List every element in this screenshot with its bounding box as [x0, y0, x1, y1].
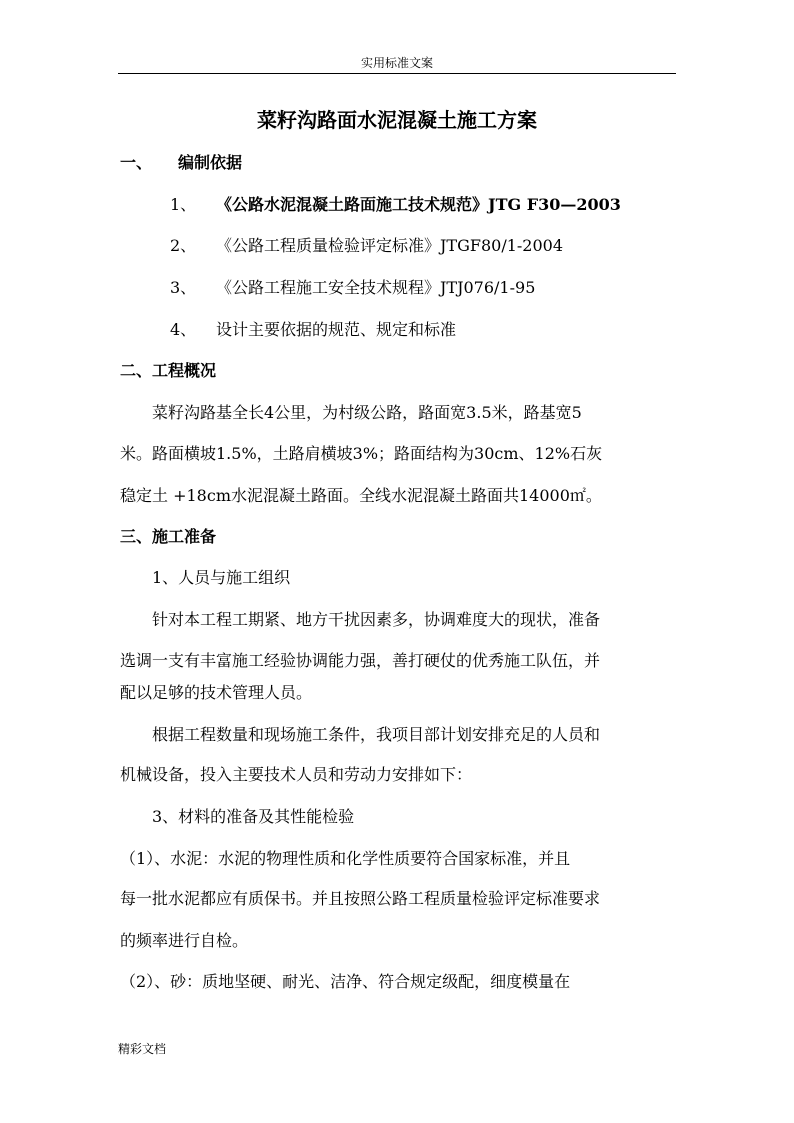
section-1-heading: 编制依据: [178, 153, 243, 172]
cement-para-line-3: 的频率进行自检。: [120, 931, 249, 950]
page-footer: 精彩文档: [118, 1042, 167, 1056]
basis-item-2-number: 2、: [170, 236, 197, 255]
basis-item-1-number: 1、: [170, 195, 197, 214]
basis-item-4-number: 4、: [170, 320, 197, 339]
resources-para-line-2: 机械设备，投入主要技术人员和劳动力安排如下：: [120, 765, 473, 784]
basis-item-1-text: 《公路水泥混凝土路面施工技术规范》JTG F30—2003: [216, 195, 621, 214]
document-title: 菜籽沟路面水泥混凝土施工方案: [257, 108, 537, 132]
personnel-para-line-3: 配以足够的技术管理人员。: [120, 683, 313, 702]
section-1-number: 一、: [120, 153, 153, 172]
header-divider: [118, 73, 676, 74]
basis-item-4-text: 设计主要依据的规范、规定和标准: [216, 320, 457, 339]
basis-item-2-text: 《公路工程质量检验评定标准》JTGF80/1-2004: [216, 236, 564, 255]
overview-line-1: 菜籽沟路基全长4公里，为村级公路，路面宽3.5米，路基宽5: [152, 403, 582, 422]
personnel-para-line-2: 选调一支有丰富施工经验协调能力强，善打硬仗的优秀施工队伍，并: [120, 651, 601, 670]
subsection-materials: 3、材料的准备及其性能检验: [152, 807, 355, 826]
section-2-heading: 二、工程概况: [120, 361, 217, 380]
overview-line-3: 稳定土 +18cm水泥混凝土路面。全线水泥混凝土路面共14000㎡。: [120, 486, 602, 505]
page-header: 实用标准文案: [360, 56, 433, 70]
section-3-heading: 三、施工准备: [120, 527, 217, 546]
basis-item-3-number: 3、: [170, 278, 197, 297]
cement-para-line-2: 每一批水泥都应有质保书。并且按照公路工程质量检验评定标准要求: [120, 889, 601, 908]
resources-para-line-1: 根据工程数量和现场施工条件，我项目部计划安排充足的人员和: [152, 725, 601, 744]
sand-para-line-1: （2）、砂：质地坚硬、耐光、洁净、符合规定级配，细度模量在: [120, 972, 571, 991]
overview-line-2: 米。路面横坡1.5%，土路肩横坡3%；路面结构为30cm、12%石灰: [120, 444, 603, 463]
personnel-para-line-1: 针对本工程工期紧、地方干扰因素多，协调难度大的现状，准备: [152, 610, 601, 629]
basis-item-3-text: 《公路工程施工安全技术规程》JTJ076/1-95: [216, 278, 536, 297]
cement-para-line-1: （1）、水泥：水泥的物理性质和化学性质要符合国家标准，并且: [120, 849, 571, 868]
subsection-personnel: 1、人员与施工组织: [152, 568, 291, 587]
